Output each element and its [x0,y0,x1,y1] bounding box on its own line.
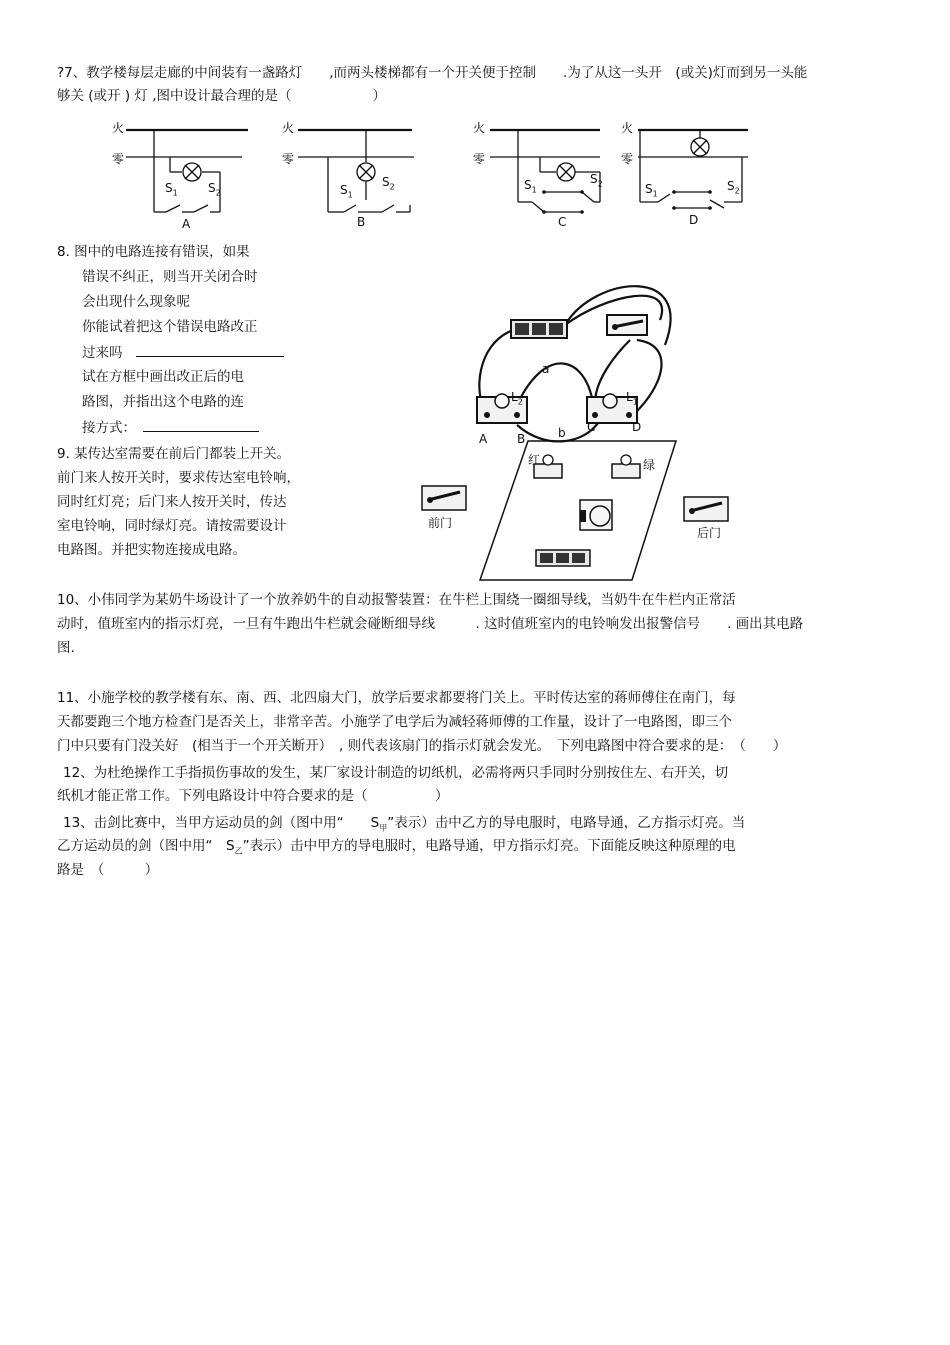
q8-physical-circuit [465,285,785,445]
option-c-label: C [558,215,567,229]
q13-line3: 路是 （ ） [57,862,159,878]
q12-line2: 纸机才能正常工作。下列电路设计中符合要求的是（ ） [57,788,449,804]
terminal-d-label: D [632,420,642,434]
q10-line2: 动时，值班室内的指示灯亮，一旦有牛跑出牛栏就会碰断细导线 . 这时值班室内的电铃响发出报警信号 . 画出其电路 [57,616,804,632]
switch-s2-label: $S_2$ [382,175,395,192]
option-b-label: B [357,215,366,229]
q10-line1: 10、小伟同学为某奶牛场设计了一个放养奶牛的自动报警装置：在牛栏上围绕一圈细导线，当奶牛在牛栏内正常活 [57,592,736,608]
q10-line3: 图. [57,640,75,656]
lamp-l2-label: $L_2$ [511,390,523,407]
q11-line2: 天都要跑三个地方检查门是否关上，非常辛苦。小施学了电学后为减轻蒋师傅的工作量，设计了一电路图，即三个 [57,714,732,730]
q13-line2: 乙方运动员的剑（图中用“ $S_乙$”表示）击中甲方的导电服时，电路导通，甲方指示灯亮。下面能反映这种原理的电 [57,838,736,856]
neutral-wire-label: 零 [112,152,125,166]
neutral-wire-label: 零 [621,152,634,166]
live-wire-label: 火 [473,121,486,135]
knife-switch-icon [607,315,647,335]
electric-bell-icon [580,500,612,530]
q8-line: 你能试着把这个错误电路改正 [82,319,258,335]
q11-line1: 11、小施学校的教学楼有东、南、西、北四扇大门，放学后要求都要将门关上。平时传达室的蒋师傅住在南门，每 [57,690,736,706]
q8-line: 试在方框中画出改正后的电 [82,369,244,385]
live-wire-label: 火 [282,121,295,135]
switch-s1-label: $S_1$ [645,182,658,199]
terminal-c-label: C [587,420,596,434]
q9-line: 同时红灯亮；后门来人按开关时，传达 [57,494,287,510]
switch-s2-label: $S_2$ [208,181,221,198]
circuit-c [482,120,632,220]
q12-line1: 12、为杜绝操作工手指损伤事故的发生，某厂家设计制造的切纸机，必需将两只手同时分别按住左、右开关，切 [63,765,729,781]
circuit-b [290,120,440,220]
terminal-a-label: A [479,432,488,446]
q9-line: 9. 某传达室需要在前后门都装上开关。 [57,446,291,462]
green-lamp-label: 绿 [643,458,656,472]
neutral-wire-label: 零 [282,152,295,166]
live-wire-label: 火 [621,121,634,135]
q9-line: 电路图。并把实物连接成电路。 [57,542,246,558]
q8-line: 会出现什么现象呢 [82,294,190,310]
switch-s1-label: $S_1$ [524,178,537,195]
q8-line: 接方式： [82,417,259,438]
terminal-b-label: B [517,432,526,446]
live-wire-label: 火 [112,121,125,135]
neutral-wire-label: 零 [473,152,486,166]
q13-line1: 13、击剑比赛中，当甲方运动员的剑（图中用“ $S_甲$”表示）击中乙方的导电服时，电路导通，乙方指示灯亮。当 [63,815,746,833]
q8-line: 错误不纠正，则当开关闭合时 [82,269,258,285]
front-door-label: 前门 [428,516,453,530]
q9-line: 前门来人按开关时，要求传达室电铃响， [57,470,300,486]
q11-line3: 门中只要有门没关好 (相当于一个开关断开） , 则代表该扇门的指示灯就会发光。 下列电路图中符合要求的是： （ ） [57,738,787,754]
answer-blank[interactable] [143,417,259,432]
q8-line: 过来吗 [82,342,284,363]
switch-s2-label: $S_2$ [590,172,603,189]
option-a-label: A [182,217,191,231]
q7-line1: ?7、教学楼每层走廊的中间装有一盏路灯 ,而两头楼梯都有一个开关便于控制 .为了从这一头开 (或关)灯而到另一头能 [57,65,808,81]
answer-blank[interactable] [136,342,284,357]
switch-s1-label: $S_1$ [165,181,178,198]
back-door-switch-icon [682,493,732,523]
q8-line: 8. 图中的电路连接有错误，如果 [57,244,250,260]
red-lamp-label: 红 [528,453,541,467]
back-door-label: 后门 [697,526,722,540]
q9-room-frame [476,438,716,588]
wire-b-label: b [558,426,566,440]
q8-line: 路图，并指出这个电路的连 [82,394,244,410]
wire-a-label: a [542,362,550,376]
circuit-a [120,120,270,220]
q9-line: 室电铃响，同时绿灯亮。请按需要设计 [57,518,287,534]
option-d-label: D [689,213,699,227]
battery-icon [536,550,590,566]
switch-s2-label: $S_2$ [727,179,740,196]
lamp-l1-label: $L_1$ [626,390,638,407]
circuit-d [630,120,780,220]
q7-line2: 够关 (或开 ) 灯 ,图中设计最合理的是（ ） [57,88,386,104]
green-lamp-icon [612,455,640,478]
battery-icon [511,320,567,338]
front-door-switch-icon [420,482,470,512]
switch-s1-label: $S_1$ [340,183,353,200]
